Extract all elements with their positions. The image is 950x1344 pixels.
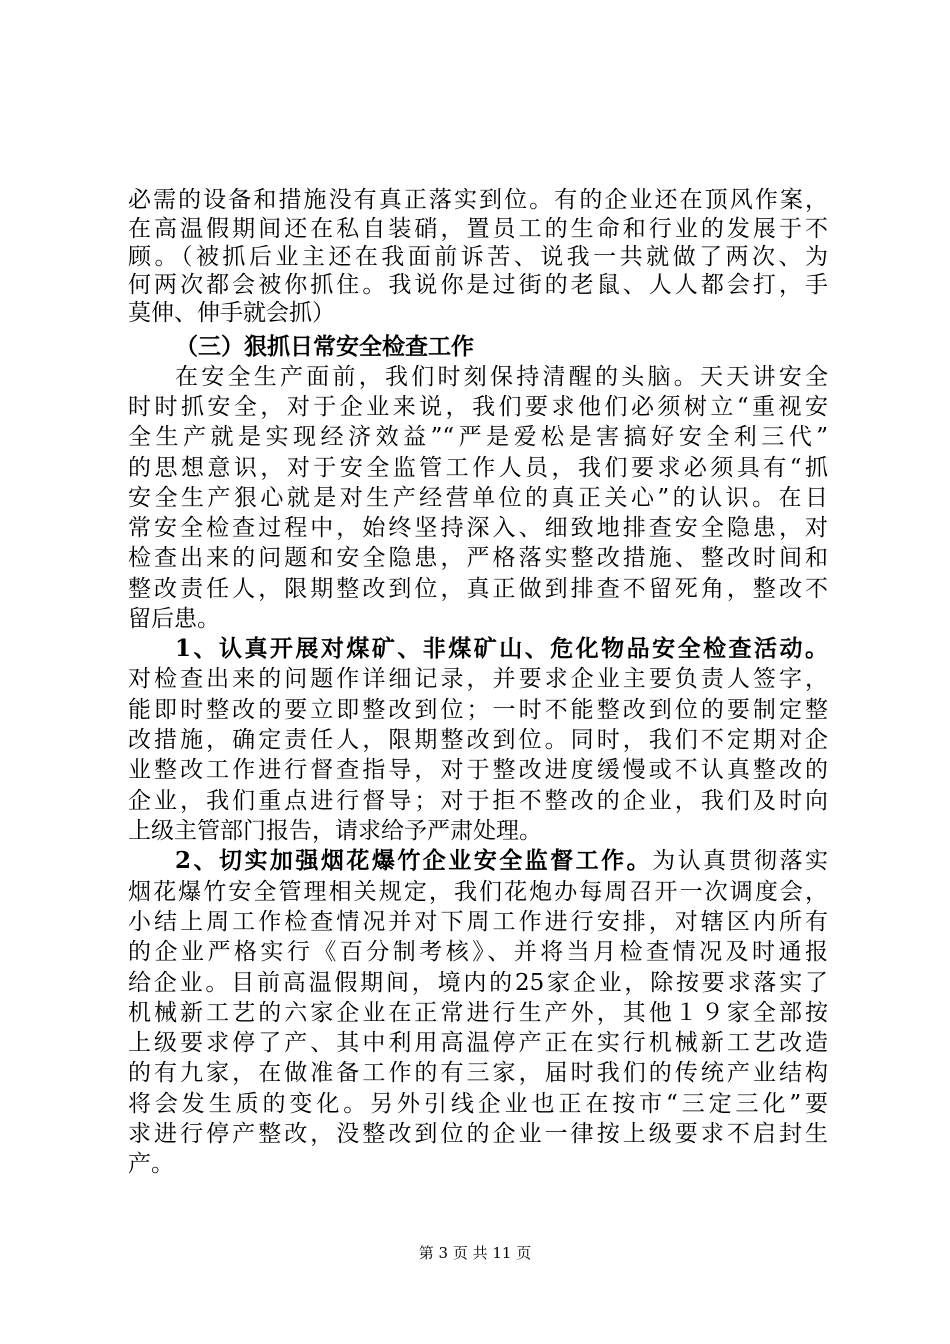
text-line: 留后患。 — [128, 606, 220, 632]
text-line: 的企业严格实行《百分制考核》、并将当月检查情况及时通报 — [128, 939, 828, 965]
text-line: 莫伸、伸手就会抓） — [128, 300, 335, 326]
text-line: 时时抓安全，对于企业来说，我们要求他们必须树立“重视安 — [128, 394, 828, 420]
text-line: 的思想意识，对于安全监管工作人员，我们要求必须具有“抓 — [128, 455, 828, 481]
text-line: 必需的设备和措施没有真正落实到位。有的企业还在顶风作案， — [128, 187, 828, 213]
page-number: 第 3 页 共 11 页 — [418, 1244, 532, 1262]
text-line: 改措施，确定责任人，限期整改到位。同时，我们不定期对企 — [128, 727, 828, 753]
text-line: 烟花爆竹安全管理相关规定，我们花炮办每周召开一次调度会， — [128, 879, 828, 905]
text-line: 常安全检查过程中，始终坚持深入、细致地排查安全隐患，对 — [128, 515, 828, 541]
text-line: 检查出来的问题和安全隐患，严格落实整改措施、整改时间和 — [128, 545, 828, 571]
paragraph-text: 为认真贯彻落实 — [652, 848, 828, 874]
text-line: 将会发生质的变化。另外引线企业也正在按市“三定三化”要 — [128, 1091, 828, 1117]
text-line — [128, 844, 828, 878]
subheading-text: 2、切实加强烟花爆竹企业安全监督工作。 — [175, 847, 653, 874]
text-line: 在安全生产面前，我们时刻保持清醒的头脑。天天讲安全 — [175, 364, 828, 390]
text-line: 全生产就是实现经济效益”“严是爱松是害搞好安全利三代” — [128, 424, 828, 450]
text-line: 求进行停产整改，没整改到位的企业一律按上级要求不启封生 — [128, 1121, 828, 1147]
subheading-line: 1、认真开展对煤矿、非煤矿山、危化物品安全检查活动。 — [175, 635, 828, 662]
text-line: 产。 — [128, 1151, 174, 1177]
text-line: 上级主管部门报告，请求给予严肃处理。 — [128, 818, 542, 844]
text-line: 对检查出来的问题作详细记录，并要求企业主要负责人签字， — [128, 666, 828, 692]
text-line: 能即时整改的要立即整改到位；一时不能整改到位的要制定整 — [128, 697, 828, 723]
text-line: 机械新工艺的六家企业在正常进行生产外，其他１９家全部按 — [128, 1000, 828, 1026]
text-line: 整改责任人，限期整改到位，真正做到排查不留死角，整改不 — [128, 576, 828, 602]
text-line: 顾。（被抓后业主还在我面前诉苦、说我一共就做了两次、为 — [128, 244, 828, 270]
text-line: 何两次都会被你抓住。我说你是过街的老鼠、人人都会打，手 — [128, 272, 828, 298]
text-line: 小结上周工作检查情况并对下周工作进行安排，对辖区内所有 — [128, 909, 828, 935]
text-line: 业整改工作进行督查指导，对于整改进度缓慢或不认真整改的 — [128, 757, 828, 783]
text-line: 企业，我们重点进行督导；对于拒不整改的企业，我们及时向 — [128, 788, 828, 814]
section-heading: （三）狠抓日常安全检查工作 — [175, 334, 474, 360]
text-line: 安全生产狠心就是对生产经营单位的真正关心”的认识。在日 — [128, 485, 828, 511]
text-line: 给企业。目前高温假期间，境内的25家企业，除按要求落实了 — [128, 970, 828, 996]
text-line: 的有九家，在做准备工作的有三家，届时我们的传统产业结构 — [128, 1060, 828, 1086]
text-line: 在高温假期间还在私自装硝，置员工的生命和行业的发展于不 — [128, 216, 828, 242]
text-line: 上级要求停了产、其中利用高温停产正在实行机械新工艺改造 — [128, 1030, 828, 1056]
